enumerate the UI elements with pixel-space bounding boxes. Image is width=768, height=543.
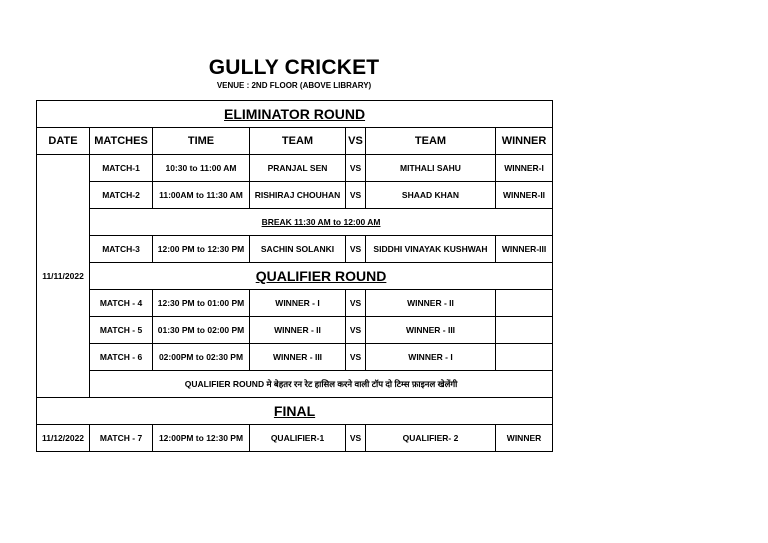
vs-cell: VS: [346, 317, 366, 344]
team2-cell: SIDDHI VINAYAK KUSHWAH: [366, 236, 496, 263]
team2-cell: WINNER - I: [366, 344, 496, 371]
table-row: [37, 155, 553, 182]
team1-cell: RISHIRAJ CHOUHAN: [250, 182, 346, 209]
time-cell: 12:00PM to 12:30 PM: [153, 425, 250, 452]
time-cell: 11:00AM to 11:30 AM: [153, 182, 250, 209]
match-cell: MATCH - 4: [90, 290, 153, 317]
col-header-time: TIME: [153, 128, 250, 155]
qualifier-note: QUALIFIER ROUND मे बेहतर रन रेट हासिल करने वाली टॉप दो टिम्स फ़ाइनल खेलेंगी: [90, 371, 553, 398]
team1-cell: WINNER - II: [250, 317, 346, 344]
eliminator-heading-row: [37, 101, 553, 128]
col-header-team: TEAM: [250, 128, 346, 155]
match-cell: MATCH-2: [90, 182, 153, 209]
qualifier-round-heading: QUALIFIER ROUND: [90, 263, 553, 290]
team2-cell: WINNER - II: [366, 290, 496, 317]
match-cell: MATCH-1: [90, 155, 153, 182]
date-cell: 11/11/2022: [37, 155, 90, 398]
venue-subtitle: VENUE : 2ND FLOOR (ABOVE LIBRARY): [216, 81, 372, 90]
match-cell: MATCH - 7: [90, 425, 153, 452]
col-header-vs: VS: [346, 128, 366, 155]
vs-cell: VS: [346, 182, 366, 209]
final-heading: FINAL: [37, 398, 553, 425]
time-cell: 02:00PM to 02:30 PM: [153, 344, 250, 371]
final-heading-row: [37, 398, 553, 425]
winner-cell: [496, 317, 553, 344]
col-header-team-2: TEAM: [366, 128, 496, 155]
winner-cell: WINNER-II: [496, 182, 553, 209]
match-cell: MATCH-3: [90, 236, 153, 263]
qualifier-note-row: [37, 371, 553, 398]
team2-cell: MITHALI SAHU: [366, 155, 496, 182]
table-row: [37, 317, 553, 344]
eliminator-round-heading: ELIMINATOR ROUND: [37, 101, 553, 128]
col-header-date: DATE: [37, 128, 90, 155]
winner-cell: WINNER-III: [496, 236, 553, 263]
table-row: [37, 425, 553, 452]
vs-cell: VS: [346, 425, 366, 452]
team1-cell: WINNER - I: [250, 290, 346, 317]
time-cell: 12:00 PM to 12:30 PM: [153, 236, 250, 263]
table-row: [37, 290, 553, 317]
vs-cell: VS: [346, 236, 366, 263]
page-title: GULLY CRICKET: [208, 56, 380, 79]
winner-cell: [496, 290, 553, 317]
vs-cell: VS: [346, 290, 366, 317]
time-cell: 10:30 to 11:00 AM: [153, 155, 250, 182]
column-header-row: [37, 128, 553, 155]
winner-cell: WINNER-I: [496, 155, 553, 182]
match-cell: MATCH - 5: [90, 317, 153, 344]
team2-cell: QUALIFIER- 2: [366, 425, 496, 452]
team1-cell: WINNER - III: [250, 344, 346, 371]
vs-cell: VS: [346, 155, 366, 182]
table-row: [37, 236, 553, 263]
team1-cell: SACHIN SOLANKI: [250, 236, 346, 263]
vs-cell: VS: [346, 344, 366, 371]
team2-cell: SHAAD KHAN: [366, 182, 496, 209]
winner-cell: [496, 344, 553, 371]
break-note: BREAK 11:30 AM to 12:00 AM: [90, 209, 553, 236]
table-row: [37, 182, 553, 209]
qualifier-heading-row: [37, 263, 553, 290]
final-date-cell: 11/12/2022: [37, 425, 90, 452]
break-row: [37, 209, 553, 236]
team1-cell: QUALIFIER-1: [250, 425, 346, 452]
team2-cell: WINNER - III: [366, 317, 496, 344]
table-row: [37, 344, 553, 371]
match-cell: MATCH - 6: [90, 344, 153, 371]
winner-cell: WINNER: [496, 425, 553, 452]
col-header-winner: WINNER: [496, 128, 553, 155]
schedule-table: [36, 100, 553, 452]
time-cell: 12:30 PM to 01:00 PM: [153, 290, 250, 317]
col-header-matches: MATCHES: [90, 128, 153, 155]
team1-cell: PRANJAL SEN: [250, 155, 346, 182]
time-cell: 01:30 PM to 02:00 PM: [153, 317, 250, 344]
